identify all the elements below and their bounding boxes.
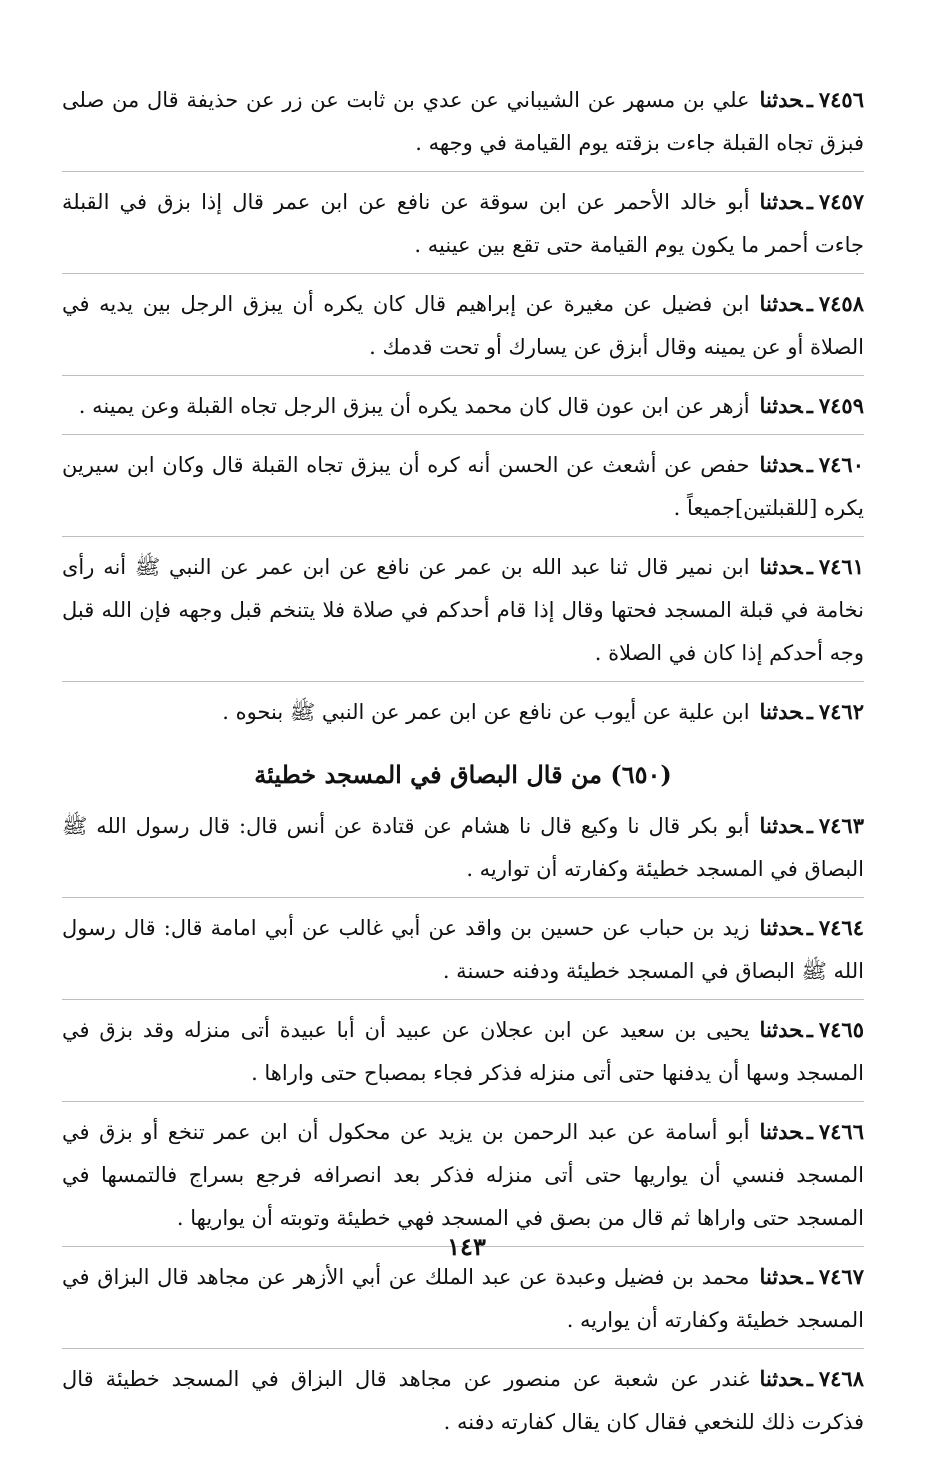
narration-opener: حدثنا [759, 1264, 803, 1289]
hadith-number: ٧٤٦٨ [818, 1366, 864, 1391]
hadith-dash: ـ [806, 1264, 813, 1289]
hadith-dash: ـ [806, 699, 813, 724]
hadith-dash: ـ [806, 1119, 813, 1144]
hadith-entry [62, 384, 864, 435]
narration-opener: حدثنا [759, 189, 803, 214]
narration-opener: حدثنا [759, 554, 803, 579]
hadith-entry [62, 690, 864, 740]
hadith-dash: ـ [806, 915, 813, 940]
narration-opener: حدثنا [759, 1017, 803, 1042]
hadith-dash: ـ [806, 189, 813, 214]
hadith-number: ٧٤٦٢ [818, 699, 864, 724]
hadith-entry [62, 1110, 864, 1247]
hadith-dash: ـ [806, 1017, 813, 1042]
hadith-text: غندر عن شعبة عن منصور عن مجاهد قال البزاق في المسجد خطيئة قال فذكرت ذلك للنخعي فقال كان يقال كفارته دفنه . [62, 1367, 864, 1434]
hadith-entry [62, 180, 864, 274]
hadith-number: ٧٤٥٧ [818, 189, 864, 214]
page-number: ١٤٣ [447, 1232, 486, 1261]
hadith-number: ٧٤٦٥ [818, 1017, 864, 1042]
hadith-text: أبو بكر قال نا وكيع قال نا هشام عن قتادة عن أنس قال: قال رسول الله ﷺ البصاق في المسجد خطيئة وكفارته أن تواريه . [62, 814, 864, 881]
hadith-text: يحيى بن سعيد عن ابن عجلان عن عبيد أن أبا عبيدة أتى منزله وقد بزق في المسجد وسها أن يدفنها حتى أتى منزله فذكر فجاء بمصباح حتى واراها . [62, 1018, 864, 1085]
hadith-number: ٧٤٥٩ [818, 393, 864, 418]
hadith-entry [62, 1255, 864, 1349]
narration-opener: حدثنا [759, 87, 803, 112]
hadith-text: أبو أسامة عن عبد الرحمن بن يزيد عن محكول أن ابن عمر تنخع أو بزق في المسجد فنسي أن يواريها حتى أتى منزله فذكر بعد انصرافه فرجع بسراج فالتمسها في المسجد حتى واراها ثم قال من بصق في المسجد فهي خطيئة وتوبته أن يواريها . [62, 1120, 864, 1230]
narration-opener: حدثنا [759, 813, 803, 838]
hadith-text: ابن علية عن أيوب عن نافع عن ابن عمر عن النبي ﷺ بنحوه . [222, 700, 750, 724]
hadith-number: ٧٤٦١ [818, 554, 864, 579]
narration-opener: حدثنا [759, 291, 803, 316]
hadith-entry [62, 804, 864, 898]
hadith-number: ٧٤٦٤ [818, 915, 864, 940]
hadith-text: علي بن مسهر عن الشيباني عن عدي بن ثابت عن زر عن حذيفة قال من صلى فبزق تجاه القبلة جاءت بزقته يوم القيامة في وجهه . [62, 88, 864, 155]
hadith-dash: ـ [806, 813, 813, 838]
hadith-text: ابن نمير قال ثنا عبد الله بن عمر عن نافع عن ابن عمر عن النبي ﷺ أنه رأى نخامة في قبلة المسجد فحتها وقال إذا قام أحدكم في صلاة فلا يتنخم قبل وجهه فإن الله قبل وجه أحدكم إذا كان في الصلاة . [62, 555, 864, 665]
hadith-entry [62, 1357, 864, 1450]
hadith-text: أبو خالد الأحمر عن ابن سوقة عن نافع عن ابن عمر قال إذا بزق في القبلة جاءت أحمر ما يكون يوم القيامة حتى تقع بين عينيه . [62, 190, 864, 257]
narration-opener: حدثنا [759, 1119, 803, 1144]
hadith-entry [62, 78, 864, 172]
narration-opener: حدثنا [759, 393, 803, 418]
hadith-dash: ـ [806, 554, 813, 579]
hadith-entry [62, 906, 864, 1000]
hadith-number: ٧٤٦٦ [818, 1119, 864, 1144]
hadith-number: ٧٤٦٠ [818, 452, 864, 477]
hadith-number: ٧٤٥٨ [818, 291, 864, 316]
narration-opener: حدثنا [759, 699, 803, 724]
hadith-number: ٧٤٦٣ [818, 813, 864, 838]
hadith-dash: ـ [806, 452, 813, 477]
hadith-dash: ـ [806, 87, 813, 112]
hadith-dash: ـ [806, 393, 813, 418]
chapter-heading: (٦٥٠) من قال البصاق في المسجد خطيئة [254, 760, 672, 789]
narration-opener: حدثنا [759, 452, 803, 477]
hadith-text: زيد بن حباب عن حسين بن واقد عن أبي غالب عن أبي امامة قال: قال رسول الله ﷺ البصاق في المسجد خطيئة ودفنه حسنة . [62, 916, 864, 983]
narration-opener: حدثنا [759, 1366, 803, 1391]
hadith-number: ٧٤٥٦ [818, 87, 864, 112]
hadith-entry [62, 443, 864, 537]
hadith-dash: ـ [806, 291, 813, 316]
hadith-text: أزهر عن ابن عون قال كان محمد يكره أن يبزق الرجل تجاه القبلة وعن يمينه . [78, 394, 750, 418]
hadith-entry [62, 282, 864, 376]
hadith-text: حفص عن أشعث عن الحسن أنه كره أن يبزق تجاه القبلة قال وكان ابن سيرين يكره [للقبلتين]جميعاً . [62, 453, 864, 520]
hadith-entry [62, 1008, 864, 1102]
hadith-entry [62, 545, 864, 682]
hadith-number: ٧٤٦٧ [818, 1264, 864, 1289]
narration-opener: حدثنا [759, 915, 803, 940]
hadith-dash: ـ [806, 1366, 813, 1391]
hadith-text: محمد بن فضيل وعبدة عن عبد الملك عن أبي الأزهر عن مجاهد قال البزاق في المسجد خطيئة وكفارته أن يواريه . [62, 1265, 864, 1332]
hadith-text: ابن فضيل عن مغيرة عن إبراهيم قال كان يكره أن يبزق الرجل بين يديه في الصلاة أو عن يمينه وقال أبزق عن يسارك أو تحت قدمك . [62, 292, 864, 359]
